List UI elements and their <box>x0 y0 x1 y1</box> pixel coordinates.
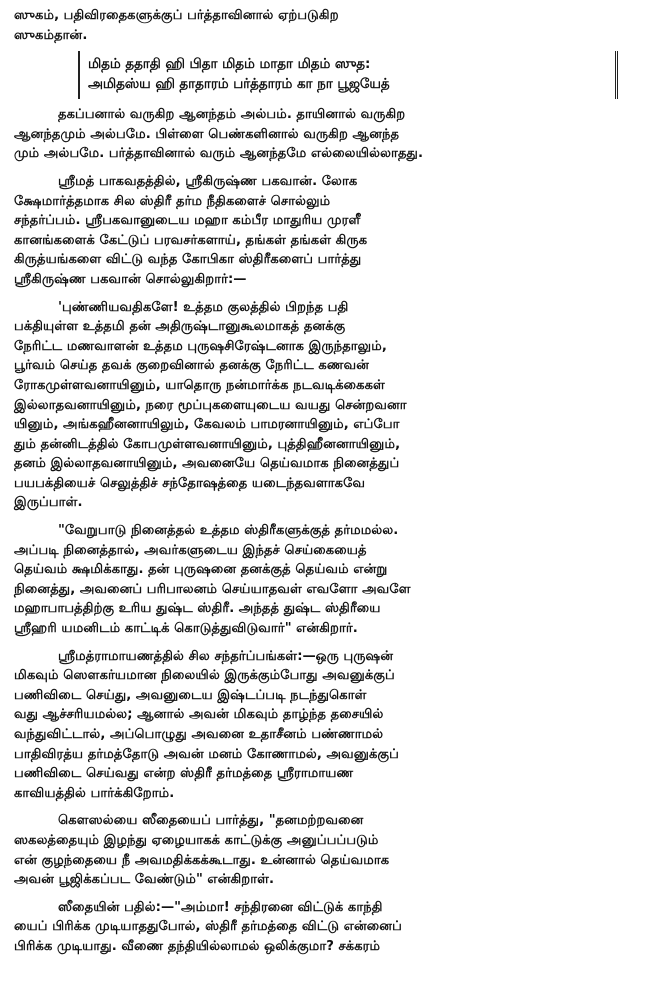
paragraph-gap <box>14 513 632 521</box>
text-line: மஹாபாபத்திற்கு உரிய துஷ்ட ஸ்திரீ. அந்தத் துஷ்ட ஸ்திரீயை <box>14 601 381 617</box>
text-line: சந்தர்ப்பம். ஸ்ரீபகவானுடைய மஹா கம்பீர மாதுரிய முரளீ <box>14 213 361 229</box>
paragraph-gap <box>14 803 632 811</box>
text-line: ஸுகம்தான். <box>14 27 88 43</box>
verse-line: அமிதஸ்ய ஹி தாதாரம் பர்த்தாரம் கா நா பூஜயேத் <box>88 77 390 93</box>
verse-line: மிதம் ததாதி ஹி பிதா மிதம் மாதா மிதம் ஸுத: <box>88 57 371 73</box>
text-line: பூர்வம் செய்த தவக் குறைவினால் தனக்கு நேரிட்ட கணவன் <box>14 358 370 374</box>
text-line: மிகவும் ஸௌகர்யமான நிலையில் இருக்கும்போது அவனுக்குப் <box>14 668 395 684</box>
text-line: ஸீதையின் பதில்:—"அம்மா! சந்திரனை விட்டுக் காந்தி <box>58 899 383 915</box>
text-line: 'புண்ணியவதிகளே! உத்தம குலத்தில் பிறந்த பதி <box>58 299 349 315</box>
text-line: மும் அல்பமே. பர்த்தாவினால் வரும் ஆனந்தமே எல்லையில்லாதது. <box>14 146 423 162</box>
paragraph-gap <box>14 639 632 647</box>
text-line: பிரிக்க முடியாது. வீணை தந்தியில்லாமல் ஒலிக்குமா? சக்கரம் <box>14 938 381 954</box>
text-line: வந்துவிட்டால், அப்பொழுது அவனை உதாசீனம் பண்ணாமல் <box>14 727 384 742</box>
paragraph-gap <box>14 164 632 172</box>
text-line: தனம் இல்லாதவனாயினும், அவனையே தெய்வமாக நினைத்துப் <box>14 456 400 472</box>
text-line: என் குழந்தையை நீ அவமதிக்கக்கூடாது. உன்னால் தெய்வமாக <box>14 852 390 868</box>
text-line: பாதிவிரத்ய தர்மத்தோடு அவன் மனம் கோணாமல், அவனுக்குப் <box>14 746 399 762</box>
text-line: ஸுகம், பதிவிரதைகளுக்குப் பர்த்தாவினால் ஏற்படுகிற <box>14 8 339 23</box>
text-line: தெய்வம் க்ஷமிக்காது. தன் புருஷனை தனக்குத் தெய்வம் என்று <box>14 562 388 578</box>
text-line: அவன் பூஜிக்கப்பட வேண்டும்" என்கிறாள். <box>14 872 275 888</box>
text-line: ரோகமுள்ளவனாயினும், யாதொரு நன்மார்க்க நடவடிக்கைகள் <box>14 377 385 393</box>
text-line: ஸ்ரீஹரி யமனிடம் காட்டிக் கொடுத்துவிடுவார்" என்கிறார். <box>14 621 358 637</box>
text-line: ஸ்ரீமத் பாகவதத்தில், ஸ்ரீகிருஷ்ண பகவான். லோக <box>58 173 358 189</box>
text-line: அப்படி நினைத்தால், அவர்களுடைய இந்தச் செய்கையைத் <box>14 542 367 558</box>
paragraph-gap <box>14 890 632 898</box>
text-line: பக்தியுள்ள உத்தமி தன் அதிருஷ்டானுகூலமாகத் தனக்கு <box>14 319 346 335</box>
text-line: இருப்பாள். <box>14 495 83 511</box>
text-line: நேரிட்ட மணவாளன் உத்தம புருஷசிரேஷ்டனாக இருந்தாலும், <box>14 338 387 354</box>
text-line: கானங்களைக் கேட்டுப் பரவசர்களாய், தங்கள் தங்கள் கிருக <box>14 232 368 248</box>
text-line: ஆனந்தமும் அல்பமே. பிள்ளை பெண்களினால் வருகிற ஆனந்த <box>14 126 400 142</box>
sanskrit-verse-block <box>78 51 618 99</box>
text-line: கௌஸல்யை ஸீதையைப் பார்த்து, "தனமற்றவனை <box>58 813 364 829</box>
text-line: காவியத்தில் பார்க்கிறோம். <box>14 785 175 801</box>
text-line: க்ஷேமார்த்தமாக சில ஸ்திரீ தர்ம நீதிகளைச் சொல்லும் <box>14 193 331 209</box>
text-line: பணிவிடை செய்வது என்ற ஸ்திரீ தர்மத்தை ஸ்ரீராமாயண <box>14 766 354 782</box>
text-line: ஸகலத்தையும் இழந்து ஏழையாகக் காட்டுக்கு அனுப்பப்படும் <box>14 832 379 848</box>
text-line: வது ஆச்சரியமல்ல; ஆனால் அவன் மிகவும் தாழ்ந்த தசையில் <box>14 707 384 723</box>
text-line: கிருத்யங்களை விட்டு வந்த கோபிகா ஸ்திரீகளைப் பார்த்து <box>14 252 362 268</box>
text-line: "வேறுபாடு நினைத்தல் உத்தம ஸ்திரீகளுக்குத் தர்மமல்ல. <box>58 523 399 539</box>
paragraph-gap <box>14 290 632 298</box>
text-line: ஸ்ரீமத்ராமாயணத்தில் சில சந்தர்ப்பங்கள்:—ஒரு புருஷன் <box>58 648 394 664</box>
text-line: பயபக்தியைச் செலுத்திச் சந்தோஷத்தை யடைந்தவளாகவே <box>14 475 366 491</box>
text-line: தும் தன்னிடத்தில் கோபமுள்ளவனாயினும், புத்திஹீனனாயினும், <box>14 436 401 452</box>
text-line: யைப் பிரிக்க முடியாததுபோல், ஸ்திரீ தர்மத்தை விட்டு என்னைப் <box>14 919 402 935</box>
text-line: யினும், அங்கஹீனனாயிலும், கேவலம் பாமரனாயினும், எப்போ <box>14 417 400 433</box>
text-line: ஸ்ரீகிருஷ்ண பகவான் சொல்லுகிறார்:— <box>14 271 247 287</box>
text-line: நினைத்து, அவனைப் பரிபாலனம் செய்யாதவள் எவளோ அவளே <box>14 581 411 597</box>
text-line: தகப்பனால் வருகிற ஆனந்தம் அல்பம். தாயினால் வருகிற <box>58 107 406 123</box>
text-line: இல்லாதவனாயினும், நரை மூப்புகளையுடைய வயது சென்றவனா <box>14 397 407 413</box>
paragraph-gap <box>14 45 632 49</box>
text-line: பணிவிடை செய்து, அவனுடைய இஷ்டப்படி நடந்துகொள் <box>14 687 367 703</box>
